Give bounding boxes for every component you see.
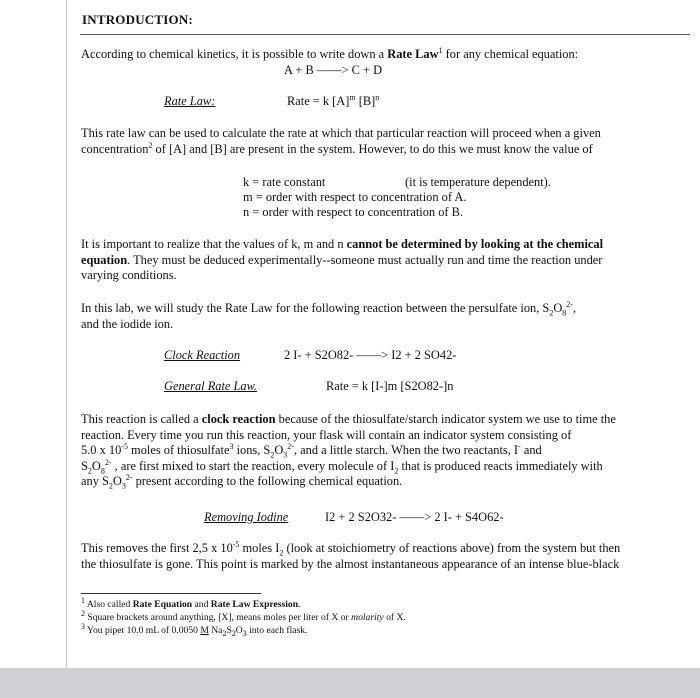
paragraph-rate-law-usage: This rate law can be used to calculate the rate at which that particular reaction will proceed when a given concentration$^2$ of [A] and [B] are present in the system. However, to do this we must know the value of xyxy=(81,126,601,156)
definition-n: n = order with respect to concentration of B. xyxy=(243,205,463,219)
heading-rule xyxy=(80,34,690,35)
section-title: INTRODUCTION: xyxy=(82,12,193,27)
definition-m: m = order with respect to concentration of A. xyxy=(243,190,467,204)
intro-line: According to chemical kinetics, it is possible to write down a Rate Law$^1$ for any chemical equation: xyxy=(81,45,579,61)
footnote-3: $^3$ You pipet 10.0 mL of 0.0050 M $Na_2S_2O_3$ into each flask. xyxy=(81,621,308,638)
rate-law-expression: Rate = k $[A]^m$ $[B]^n$ xyxy=(287,92,380,108)
paragraph-thiosulfate-removal: This removes the first 2,5 x $10^{-5}$ moles $I_2$ (look at stoichiometry of reactions above) from the system but then the thiosulfate is gone. This point is marked by the almost instantaneous appearance of an intense blue-black xyxy=(81,539,621,571)
rate-law-label: Rate Law: xyxy=(164,94,216,108)
page-left-edge xyxy=(66,0,67,668)
paragraph-persulfate: In this lab, we will study the Rate Law for the following reaction between the persulfate ion, $S_2O_8^{2-}$, and the iodide ion. xyxy=(81,299,577,331)
paragraph-clock-reaction: This reaction is called a clock reaction because of the thiosulfate/starch indicator system we use to time the reaction. Every time you run this reaction, your flask will contain an indicator system consisting of 5.0 x $10^{-5}$ moles of thiosulfate$^3$ ions, $S_2O_3^{2-}$, and a little starch. When the two reactants, I- and $S_2O_8^{2-}$ , are first mixed to start the reaction, every molecule of $I_2$ that is produced reacts immediately with any $S_2O_3^{2-}$ present according to the following chemical equation. xyxy=(81,412,616,491)
removing-iodine-label: Removing Iodine xyxy=(204,510,289,524)
footnote-rule xyxy=(81,593,261,594)
clock-reaction-equation: 2 I- + S2O82- ——> I2 + 2 SO42- xyxy=(284,348,457,362)
removing-iodine-equation: I2 + 2 S2O32- ——> 2 I- + S4O62- xyxy=(325,510,504,524)
footnote-2: $^2$ Square brackets around anything, [X], means moles per liter of X or molarity of X. xyxy=(81,608,406,623)
clock-reaction-label: Clock Reaction xyxy=(164,348,241,362)
viewer-bottom-strip xyxy=(0,668,700,698)
definition-k: k = rate constant xyxy=(243,175,326,189)
paragraph-experimental: It is important to realize that the values of k, m and n cannot be determined by looking at the chemical equation. They must be deduced experimentally--someone must actually run and time the reaction under varying conditions. xyxy=(81,237,604,283)
general-equation: A + B ——> C + D xyxy=(284,63,383,77)
general-rate-law-equation: Rate = k [I-]m [S2O82-]n xyxy=(326,379,454,393)
general-rate-law-label: General Rate Law. xyxy=(164,379,258,393)
definition-k-note: (it is temperature dependent). xyxy=(405,175,551,189)
footnote-1: $^1$ Also called Rate Equation and Rate Law Expression. xyxy=(81,595,301,610)
